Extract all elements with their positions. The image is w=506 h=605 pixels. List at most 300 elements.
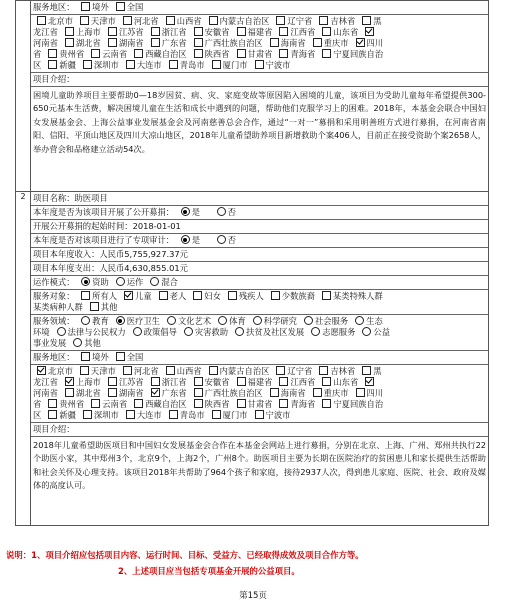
checkbox-江苏省[interactable] bbox=[108, 377, 117, 386]
checkbox-内蒙古自治区[interactable] bbox=[209, 16, 218, 25]
op-mode-label: 运作模式： bbox=[33, 277, 75, 287]
checkbox-重庆市[interactable] bbox=[313, 38, 322, 47]
option-label: 陕西省 bbox=[204, 399, 230, 409]
checkbox-贵州省[interactable] bbox=[48, 399, 57, 408]
intro-text-2: 2018年儿童希望助医项目和中国妇女发展基金会合作在本基金会网站上进行募捐，分别在北京、上海、广州、郑州共执行22个助医小家，其中郑州3个，北京9个，上海2个，广州8个。助医项目主要为长期在医院治疗的贫困患儿和家长提供生活帮助和社会关怀及心理支持。该项目2018年共帮助了964个孩子和家庭，接待2937人次，得到患儿家庭、医院、社会、政府及媒体的高度认可。 bbox=[33, 440, 486, 491]
option-label: 大连市 bbox=[136, 410, 162, 420]
option-label: 宁夏回族自治 bbox=[333, 399, 384, 409]
radio-其他[interactable] bbox=[73, 338, 82, 347]
option-item bbox=[129, 327, 177, 338]
checkbox-河北省[interactable] bbox=[123, 16, 132, 25]
checkbox-陕西省[interactable] bbox=[194, 399, 203, 408]
audit-yes-radio[interactable] bbox=[181, 235, 190, 244]
project-2-content bbox=[31, 192, 489, 526]
radio-运作[interactable] bbox=[116, 277, 125, 286]
option-item bbox=[318, 377, 358, 388]
option-label: 区 bbox=[33, 410, 42, 420]
option-item bbox=[147, 388, 187, 399]
radio-混合[interactable] bbox=[150, 277, 159, 286]
checkbox-广东省[interactable] bbox=[151, 388, 160, 397]
page-number: 第15页 bbox=[239, 591, 267, 601]
option-label: 江西省 bbox=[290, 27, 316, 37]
option-item bbox=[147, 38, 187, 49]
option-label: 河南省 bbox=[33, 388, 58, 398]
option-item bbox=[33, 327, 50, 338]
radio-医疗卫生[interactable] bbox=[116, 316, 125, 325]
checkbox-北京市[interactable] bbox=[37, 16, 46, 25]
option-label: 龙江省 bbox=[33, 27, 58, 37]
checkbox-广西壮族自治区[interactable] bbox=[194, 38, 203, 47]
option-item bbox=[69, 338, 101, 349]
option-label: 区 bbox=[33, 60, 42, 70]
option-item bbox=[275, 399, 315, 410]
option-label: 大连市 bbox=[136, 60, 162, 70]
option-label: 河北省 bbox=[133, 366, 159, 376]
option-item bbox=[358, 327, 390, 338]
checkbox-山西省[interactable] bbox=[166, 16, 175, 25]
option-item bbox=[358, 16, 381, 27]
option-label: 广西壮族自治区 bbox=[204, 38, 263, 48]
option-item bbox=[251, 60, 291, 71]
option-item bbox=[33, 410, 41, 421]
option-label: 社会服务 bbox=[314, 316, 349, 326]
option-label: 法律与公民权力 bbox=[67, 327, 126, 337]
option-item bbox=[315, 366, 355, 377]
checkbox-厦门市[interactable] bbox=[212, 60, 221, 69]
option-label: 省 bbox=[33, 49, 42, 59]
option-label: 灾害救助 bbox=[194, 327, 229, 337]
row-number-empty bbox=[16, 1, 31, 192]
expense-row bbox=[31, 262, 488, 276]
option-item bbox=[33, 388, 58, 399]
field-label: 服务领域： bbox=[33, 316, 75, 326]
project-2-row bbox=[16, 192, 489, 526]
option-item bbox=[361, 27, 376, 38]
checkbox-广西壮族自治区[interactable] bbox=[194, 388, 203, 397]
option-item bbox=[53, 327, 126, 338]
option-item bbox=[122, 60, 162, 71]
checkbox-湖南省[interactable] bbox=[108, 38, 117, 47]
checkbox-上海市[interactable] bbox=[65, 27, 74, 36]
option-label: 陕西省 bbox=[204, 49, 230, 59]
option-label: 少数族裔 bbox=[281, 291, 315, 301]
province-line bbox=[33, 38, 486, 49]
radio-资助[interactable] bbox=[81, 277, 90, 286]
option-item bbox=[112, 316, 160, 327]
checkbox-unlabeled[interactable] bbox=[365, 377, 374, 386]
option-label: 天津市 bbox=[90, 16, 116, 26]
option-label: 运作 bbox=[126, 277, 144, 287]
option-item bbox=[233, 27, 273, 38]
option-label: 文化艺术 bbox=[177, 316, 212, 326]
option-item bbox=[79, 60, 119, 71]
option-label: 环境 bbox=[33, 327, 50, 337]
checkbox-浙江省[interactable] bbox=[151, 27, 160, 36]
checkbox-宁波市[interactable] bbox=[255, 60, 264, 69]
checkbox-福建省[interactable] bbox=[237, 377, 246, 386]
province-line bbox=[33, 49, 486, 60]
option-item bbox=[61, 27, 101, 38]
option-label: 省 bbox=[33, 399, 42, 409]
option-item bbox=[120, 291, 152, 302]
public-fund-yes-radio[interactable] bbox=[181, 207, 190, 216]
province-line bbox=[33, 399, 486, 410]
option-item bbox=[86, 302, 118, 313]
checkbox-其他[interactable] bbox=[90, 302, 99, 311]
option-label: 儿童 bbox=[135, 291, 152, 301]
checkbox-宁夏回族自治[interactable] bbox=[322, 399, 331, 408]
checkbox-贵州省[interactable] bbox=[48, 49, 57, 58]
target-options-1 bbox=[77, 291, 386, 301]
option-item bbox=[33, 38, 58, 49]
option-label: 海南省 bbox=[280, 388, 306, 398]
radio-法律与公民权力[interactable] bbox=[57, 327, 66, 336]
option-item bbox=[318, 291, 383, 302]
option-item bbox=[122, 410, 162, 421]
radio-政策倡导[interactable] bbox=[133, 327, 142, 336]
checkbox-辽宁省[interactable] bbox=[276, 16, 285, 25]
radio-生态[interactable] bbox=[355, 316, 364, 325]
option-label: 厦门市 bbox=[222, 410, 248, 420]
option-item bbox=[224, 291, 264, 302]
option-item bbox=[61, 377, 101, 388]
option-item bbox=[77, 291, 117, 302]
option-label: 上海市 bbox=[75, 27, 101, 37]
option-label: 教育 bbox=[92, 316, 109, 326]
checkbox-妇女[interactable] bbox=[193, 291, 202, 300]
checkbox-海南省[interactable] bbox=[270, 388, 279, 397]
option-label: 贵州省 bbox=[59, 399, 85, 409]
option-item bbox=[146, 277, 178, 288]
checkbox-某类特殊人群[interactable] bbox=[322, 291, 331, 300]
intro-text-1: 困境儿童助养项目主要帮助0—18岁因贫、病、灾、家庭变故等原因陷入困境的儿童，该项目为受助儿童每年希望提供300-650元基本生活费，解决困境儿童在生活和成长中遇到的问题，帮助他们克服学习上的困难。2018年，本基金会联合中国妇女发展基金会、上海公益事业发展基金会及河南慈善总会合作，通过“一对一”募捐和采用明善班方式进行募捐，在河南省南阳、信阳、平顶山地区及四川大凉山地区，2018年儿童希望助养项目新增救助个案406人，目前正在接受资助个案2658人，举办营会和品格建立活动54次。 bbox=[33, 90, 486, 154]
option-item bbox=[119, 366, 159, 377]
field-row bbox=[31, 315, 488, 351]
option-label: 湖北省 bbox=[75, 38, 101, 48]
option-item bbox=[147, 377, 187, 388]
checkbox-大连市[interactable] bbox=[126, 60, 135, 69]
checkbox-所有人[interactable] bbox=[81, 291, 90, 300]
option-label: 宁夏回族自治 bbox=[333, 49, 384, 59]
option-item bbox=[61, 38, 101, 49]
option-label: 湖南省 bbox=[118, 38, 144, 48]
target-label: 服务对象： bbox=[33, 291, 75, 301]
checkbox-甘肃省[interactable] bbox=[237, 49, 246, 58]
radio-公益[interactable] bbox=[362, 327, 371, 336]
checkbox-江西省[interactable] bbox=[279, 27, 288, 36]
checkbox-安徽省[interactable] bbox=[194, 377, 203, 386]
option-label: 政策倡导 bbox=[143, 327, 177, 337]
option-item bbox=[112, 277, 144, 288]
option-label: 甘肃省 bbox=[247, 399, 273, 409]
option-label: 天津市 bbox=[90, 366, 116, 376]
public-fund-yes-label: 是 bbox=[191, 207, 201, 217]
checkbox-云南省[interactable] bbox=[91, 49, 100, 58]
checkbox-江西省[interactable] bbox=[279, 377, 288, 386]
option-item bbox=[358, 366, 381, 377]
option-label: 全国 bbox=[126, 352, 144, 362]
option-item bbox=[112, 352, 144, 363]
checkbox-青岛市[interactable] bbox=[169, 410, 178, 419]
option-label: 山东省 bbox=[333, 27, 359, 37]
option-label: 四川 bbox=[366, 388, 384, 398]
checkbox-山西省[interactable] bbox=[166, 366, 175, 375]
option-label: 医疗卫生 bbox=[126, 316, 160, 326]
option-label: 所有人 bbox=[92, 291, 118, 301]
checkbox-新疆[interactable] bbox=[48, 410, 57, 419]
intro-label: 项目介绍： bbox=[33, 424, 75, 434]
option-item bbox=[190, 399, 230, 410]
province-line bbox=[33, 27, 486, 38]
option-item bbox=[361, 377, 376, 388]
option-item bbox=[267, 291, 315, 302]
option-item bbox=[190, 377, 230, 388]
option-label: 境外 bbox=[92, 352, 109, 362]
province-line bbox=[33, 410, 486, 421]
option-label: 老人 bbox=[169, 291, 187, 301]
option-label: 吉林省 bbox=[330, 366, 356, 376]
checkbox-少数族裔[interactable] bbox=[271, 291, 280, 300]
checkbox-西藏自治区[interactable] bbox=[134, 399, 143, 408]
province-line bbox=[33, 366, 486, 377]
checkbox-大连市[interactable] bbox=[126, 410, 135, 419]
option-item bbox=[307, 327, 355, 338]
checkbox-山东省[interactable] bbox=[322, 27, 331, 36]
option-item bbox=[315, 16, 355, 27]
checkbox-湖北省[interactable] bbox=[65, 388, 74, 397]
option-label: 贵州省 bbox=[59, 49, 85, 59]
option-label: 重庆市 bbox=[323, 388, 349, 398]
checkbox-陕西省[interactable] bbox=[194, 49, 203, 58]
checkbox-福建省[interactable] bbox=[237, 27, 246, 36]
option-item bbox=[189, 291, 221, 302]
option-label: 深圳市 bbox=[93, 60, 119, 70]
option-item bbox=[233, 399, 273, 410]
option-item bbox=[163, 316, 211, 327]
intro-label-row-2 bbox=[31, 423, 488, 437]
option-item bbox=[231, 327, 304, 338]
checkbox-甘肃省[interactable] bbox=[237, 399, 246, 408]
option-label: 残疾人 bbox=[238, 291, 264, 301]
option-label: 辽宁省 bbox=[287, 16, 313, 26]
option-label: 海南省 bbox=[280, 38, 306, 48]
checkbox-西藏自治区[interactable] bbox=[134, 49, 143, 58]
option-item bbox=[190, 27, 230, 38]
option-item bbox=[318, 49, 383, 60]
province-options-1 bbox=[31, 15, 488, 73]
checkbox-山东省[interactable] bbox=[322, 377, 331, 386]
checkbox-黑[interactable] bbox=[362, 16, 371, 25]
checkbox-河北省[interactable] bbox=[123, 366, 132, 375]
option-item bbox=[61, 388, 101, 399]
option-item bbox=[77, 352, 109, 363]
target-row bbox=[31, 290, 488, 315]
checkbox-天津市[interactable] bbox=[80, 16, 89, 25]
option-label: 内蒙古自治区 bbox=[219, 16, 270, 26]
checkbox-湖北省[interactable] bbox=[65, 38, 74, 47]
radio-社会服务[interactable] bbox=[304, 316, 313, 325]
option-item bbox=[162, 366, 202, 377]
option-label: 山西省 bbox=[176, 366, 202, 376]
option-label: 浙江省 bbox=[161, 377, 187, 387]
radio-志愿服务[interactable] bbox=[311, 327, 320, 336]
checkbox-重庆市[interactable] bbox=[313, 388, 322, 397]
option-item bbox=[33, 366, 73, 377]
checkbox-江苏省[interactable] bbox=[108, 27, 117, 36]
option-label: 妇女 bbox=[204, 291, 221, 301]
option-item bbox=[44, 399, 84, 410]
option-label: 新疆 bbox=[59, 410, 76, 420]
checkbox-青海省[interactable] bbox=[279, 399, 288, 408]
checkbox-吉林省[interactable] bbox=[319, 366, 328, 375]
public-fund-no-label: 否 bbox=[227, 207, 236, 217]
option-item bbox=[77, 277, 109, 288]
option-label: 宁波市 bbox=[265, 410, 291, 420]
op-mode-row bbox=[31, 276, 488, 290]
checkbox-unlabeled[interactable] bbox=[365, 27, 374, 36]
option-item bbox=[208, 410, 248, 421]
target-options-2 bbox=[33, 302, 120, 312]
public-fund-question: 本年度是否为该项目开展了公开募捐： bbox=[33, 207, 175, 217]
region-scope-options bbox=[77, 352, 146, 362]
option-label: 重庆市 bbox=[323, 38, 349, 48]
option-label: 广东省 bbox=[161, 388, 187, 398]
option-item bbox=[33, 399, 41, 410]
option-item bbox=[87, 399, 127, 410]
option-label: 其他 bbox=[100, 302, 118, 312]
checkbox-儿童[interactable] bbox=[124, 291, 133, 300]
option-label: 辽宁省 bbox=[287, 366, 313, 376]
checkbox-海南省[interactable] bbox=[270, 38, 279, 47]
public-fund-no-radio[interactable] bbox=[217, 207, 226, 216]
option-item bbox=[130, 399, 187, 410]
option-label: 境外 bbox=[92, 2, 109, 12]
radio-文化艺术[interactable] bbox=[167, 316, 176, 325]
checkbox-境外[interactable] bbox=[81, 352, 90, 361]
option-item bbox=[77, 2, 109, 13]
checkbox-安徽省[interactable] bbox=[194, 27, 203, 36]
option-label: 公益 bbox=[373, 327, 391, 337]
field-options-2 bbox=[33, 327, 393, 337]
option-label: 北京市 bbox=[48, 366, 73, 376]
option-item bbox=[33, 27, 58, 38]
option-label: 西藏自治区 bbox=[145, 49, 187, 59]
checkbox-深圳市[interactable] bbox=[83, 60, 92, 69]
option-item bbox=[309, 388, 349, 399]
region-label: 服务地区： bbox=[33, 2, 75, 12]
checkbox-广东省[interactable] bbox=[151, 38, 160, 47]
option-label: 福建省 bbox=[247, 377, 273, 387]
option-item bbox=[300, 316, 348, 327]
project-table bbox=[15, 0, 489, 526]
option-item bbox=[104, 388, 144, 399]
option-item bbox=[162, 16, 202, 27]
checkbox-天津市[interactable] bbox=[80, 366, 89, 375]
radio-教育[interactable] bbox=[81, 316, 90, 325]
option-item bbox=[33, 49, 41, 60]
radio-体育[interactable] bbox=[218, 316, 227, 325]
region-scope-options bbox=[77, 2, 146, 12]
province-line bbox=[33, 16, 486, 27]
checkbox-吉林省[interactable] bbox=[319, 16, 328, 25]
region-row-2 bbox=[31, 351, 488, 365]
option-label: 吉林省 bbox=[330, 16, 356, 26]
option-label: 某类病种人群 bbox=[33, 302, 83, 312]
checkbox-宁夏回族自治[interactable] bbox=[322, 49, 331, 58]
radio-扶贫及社区发展[interactable] bbox=[235, 327, 244, 336]
checkbox-湖南省[interactable] bbox=[108, 388, 117, 397]
checkbox-全国[interactable] bbox=[116, 2, 125, 11]
option-item bbox=[272, 16, 312, 27]
option-item bbox=[309, 38, 349, 49]
option-item bbox=[352, 388, 384, 399]
option-item bbox=[112, 2, 144, 13]
option-item bbox=[104, 27, 144, 38]
option-label: 青岛市 bbox=[179, 60, 205, 70]
option-item bbox=[190, 388, 263, 399]
checkbox-深圳市[interactable] bbox=[83, 410, 92, 419]
intro-label-row-1 bbox=[31, 73, 488, 87]
option-item bbox=[233, 49, 273, 60]
option-label: 江苏省 bbox=[118, 377, 144, 387]
field-options-1 bbox=[77, 316, 386, 326]
checkbox-黑[interactable] bbox=[362, 366, 371, 375]
checkbox-新疆[interactable] bbox=[48, 60, 57, 69]
audit-yes-label: 是 bbox=[191, 235, 201, 245]
op-mode-options bbox=[77, 277, 181, 287]
option-item bbox=[76, 16, 116, 27]
radio-科学研究[interactable] bbox=[253, 316, 262, 325]
audit-question: 本年度是否对该项目进行了专项审计： bbox=[33, 235, 175, 245]
checkbox-四川[interactable] bbox=[356, 38, 365, 47]
option-label: 黑 bbox=[373, 366, 382, 376]
audit-no-radio[interactable] bbox=[217, 235, 226, 244]
option-item bbox=[76, 366, 116, 377]
option-item bbox=[249, 316, 297, 327]
checkbox-全国[interactable] bbox=[116, 352, 125, 361]
option-item bbox=[33, 16, 73, 27]
checkbox-青岛市[interactable] bbox=[169, 60, 178, 69]
checkbox-境外[interactable] bbox=[81, 2, 90, 11]
checkbox-青海省[interactable] bbox=[279, 49, 288, 58]
option-label: 青海省 bbox=[290, 399, 316, 409]
option-item bbox=[147, 27, 187, 38]
option-label: 山西省 bbox=[176, 16, 202, 26]
row-number: 2 bbox=[16, 192, 31, 526]
checkbox-老人[interactable] bbox=[159, 291, 168, 300]
option-label: 黑 bbox=[373, 16, 382, 26]
checkbox-云南省[interactable] bbox=[91, 399, 100, 408]
radio-灾害救助[interactable] bbox=[184, 327, 193, 336]
checkbox-残疾人[interactable] bbox=[228, 291, 237, 300]
option-label: 浙江省 bbox=[161, 27, 187, 37]
checkbox-上海市[interactable] bbox=[65, 377, 74, 386]
checkbox-浙江省[interactable] bbox=[151, 377, 160, 386]
option-item bbox=[87, 49, 127, 60]
checkbox-宁波市[interactable] bbox=[255, 410, 264, 419]
option-label: 扶贫及社区发展 bbox=[246, 327, 305, 337]
checkbox-内蒙古自治区[interactable] bbox=[209, 366, 218, 375]
checkbox-北京市[interactable] bbox=[37, 366, 46, 375]
checkbox-厦门市[interactable] bbox=[212, 410, 221, 419]
checkbox-辽宁省[interactable] bbox=[276, 366, 285, 375]
project-1-content bbox=[31, 1, 489, 192]
expense-value: 项目本年度支出：人民币4,630,855.01元 bbox=[33, 263, 188, 273]
option-label: 北京市 bbox=[48, 16, 73, 26]
option-item bbox=[77, 316, 109, 327]
checkbox-四川[interactable] bbox=[356, 388, 365, 397]
option-item bbox=[33, 302, 83, 313]
